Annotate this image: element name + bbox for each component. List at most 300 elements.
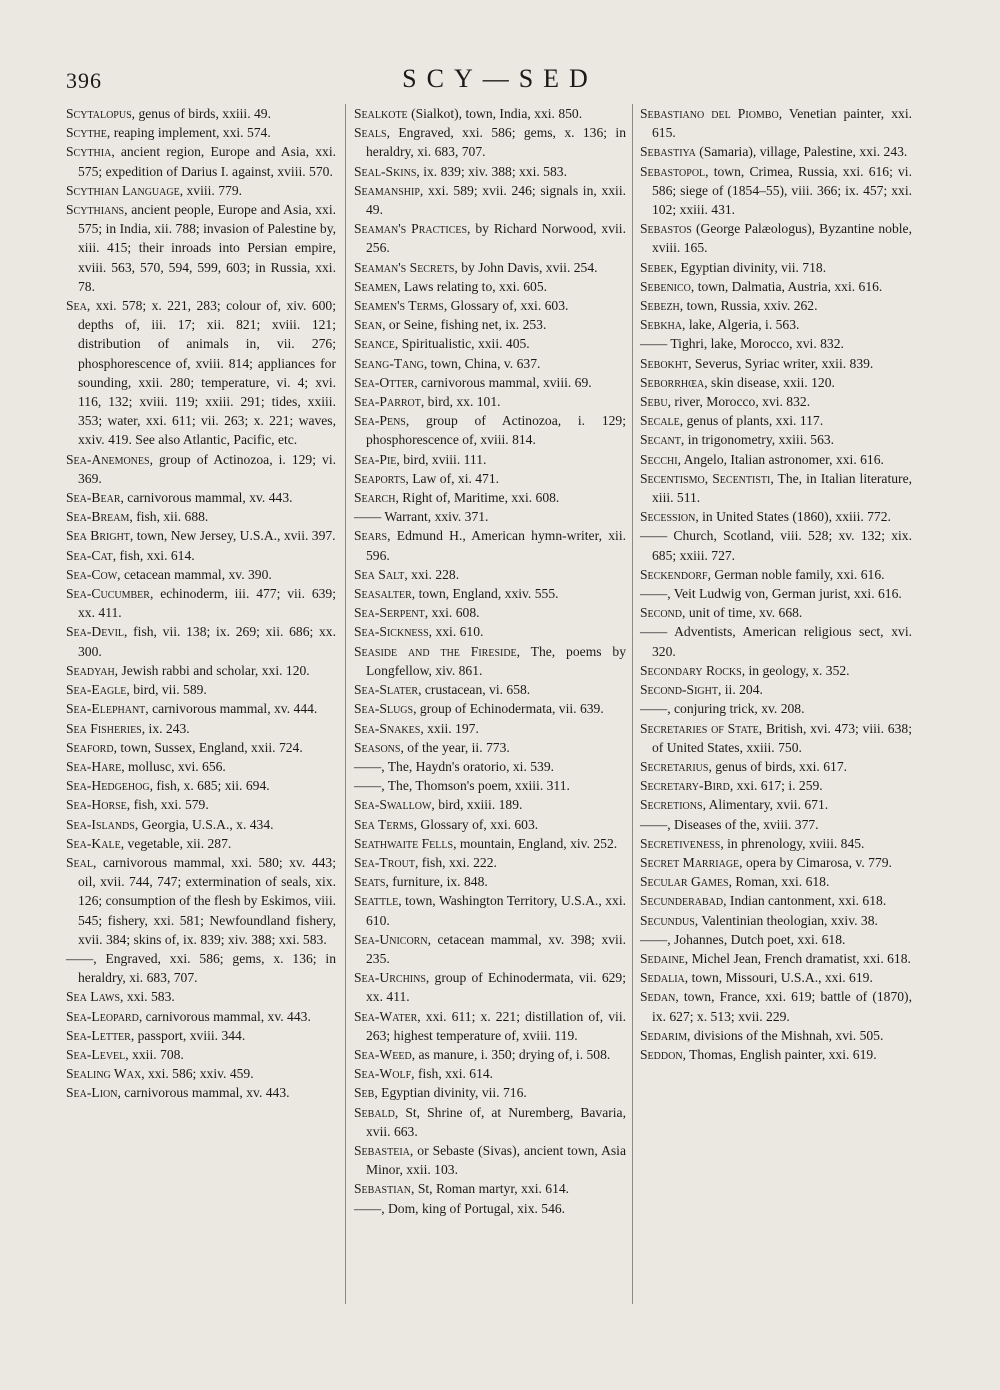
entry-heading: Seborrhœa bbox=[640, 374, 705, 390]
index-entry bbox=[66, 104, 336, 123]
entry-references: , Georgia, U.S.A., x. 434. bbox=[134, 816, 274, 832]
entry-heading: Secretarius bbox=[640, 758, 709, 774]
entry-heading: Seathwaite Fells bbox=[354, 835, 454, 851]
index-entry bbox=[354, 1141, 626, 1179]
entry-heading: Secret Marriage bbox=[640, 854, 740, 870]
entry-heading: Scytalopus bbox=[66, 106, 132, 121]
entry-heading: Secular Games bbox=[640, 874, 729, 890]
entry-heading: Seals bbox=[354, 125, 387, 141]
entry-heading: Seaman's Practices bbox=[354, 221, 468, 237]
entry-references: , Roman, xxi. 618. bbox=[728, 874, 830, 890]
column-rule bbox=[632, 104, 633, 1304]
entry-references: , xxi. 583. bbox=[120, 989, 175, 1005]
entry-heading: Secretaries of State bbox=[640, 720, 759, 736]
entry-references: , Alimentary, xvii. 671. bbox=[702, 797, 829, 813]
entry-heading: Sebastiya bbox=[640, 144, 696, 160]
entry-heading: Sea-Sickness bbox=[354, 624, 429, 640]
entry-heading: Sedaine bbox=[640, 950, 685, 966]
index-entry bbox=[640, 834, 912, 853]
entry-references: , vegetable, xii. 287. bbox=[120, 835, 232, 851]
entry-heading: Seaports bbox=[354, 470, 406, 486]
entry-references: , St, Shrine of, at Nuremberg, Bavaria, xvii. 663. bbox=[366, 1104, 626, 1139]
entry-references: , fish, x. 685; xii. 694. bbox=[149, 778, 270, 794]
entry-references: , town, China, v. 637. bbox=[423, 355, 541, 371]
index-entry bbox=[354, 1179, 626, 1198]
entry-references: , bird, xxiii. 189. bbox=[431, 797, 523, 813]
entry-references: , carnivorous mammal, xv. 444. bbox=[145, 701, 318, 717]
entry-references: , ix. 839; xiv. 388; xxi. 583. bbox=[416, 163, 567, 179]
entry-heading: Sebek bbox=[640, 259, 674, 275]
index-entry bbox=[66, 1083, 336, 1102]
entry-heading: Sea-Bream bbox=[66, 509, 130, 525]
index-entry bbox=[640, 891, 912, 910]
entry-heading: Scythia bbox=[66, 144, 112, 160]
entry-references: , xxi. 578; x. 221, 283; colour of, xiv. 600; depths of, iii. 17; xii. 821; xviii. 121; distribution of animals in, vii. 276; phosphorescence of, xviii. 814; appliances for sounding, xxii. 280; temperature, vi. 4; xvi. 116, 132; xviii. 119; xxiii. 291; tides, xxiii. 353; water, xxi. 611; vii. 263; x. 221; waves, xxiv. 419. See also Atlantic, Pacific, etc. bbox=[78, 298, 336, 448]
entry-heading: Scythe bbox=[66, 125, 107, 141]
entry-heading: Scythians bbox=[66, 202, 125, 218]
index-entry bbox=[640, 719, 912, 757]
entry-heading: Sea-Elephant bbox=[66, 701, 146, 717]
index-entry bbox=[66, 450, 336, 488]
entry-references: , mollusc, xvi. 656. bbox=[121, 758, 226, 774]
index-entry bbox=[354, 1083, 626, 1102]
index-entry bbox=[640, 219, 912, 257]
entry-references: , Egyptian divinity, vii. 718. bbox=[673, 259, 827, 275]
index-entry bbox=[640, 584, 912, 603]
index-entry bbox=[640, 1045, 912, 1064]
entry-heading: Seddon bbox=[640, 1046, 683, 1062]
index-entry bbox=[640, 661, 912, 680]
index-entry bbox=[66, 200, 336, 296]
entry-heading: Sealkote bbox=[354, 106, 408, 121]
entry-heading: Seaford bbox=[66, 739, 114, 755]
index-entry bbox=[66, 719, 336, 738]
index-entry bbox=[640, 795, 912, 814]
entry-heading: Search bbox=[354, 490, 396, 506]
entry-references: , ix. 243. bbox=[141, 720, 190, 736]
entry-references: , cetacean mammal, xv. 398; xvii. 235. bbox=[366, 931, 626, 966]
index-entry bbox=[66, 123, 336, 142]
entry-heading: Sebenico bbox=[640, 278, 691, 294]
index-entry bbox=[66, 795, 336, 814]
index-entry bbox=[66, 1026, 336, 1045]
index-entry bbox=[354, 1045, 626, 1064]
index-entry bbox=[66, 526, 336, 545]
index-entry bbox=[354, 757, 626, 776]
index-entry bbox=[354, 162, 626, 181]
entry-references: , by Richard Norwood, xvii. 256. bbox=[366, 221, 626, 256]
entry-heading: Sea-Lion bbox=[66, 1085, 118, 1101]
entry-heading: Seb bbox=[354, 1085, 375, 1101]
entry-references: —— Tighri, lake, Morocco, xvi. 832. bbox=[640, 336, 844, 352]
index-entry bbox=[354, 699, 626, 718]
entry-heading: Sea Bright bbox=[66, 528, 130, 544]
entry-references: ——, Dom, king of Portugal, xix. 546. bbox=[354, 1200, 566, 1216]
entry-references: , xxi. 611; x. 221; distillation of, vii. 263; highest temperature of, xviii. 119. bbox=[366, 1008, 626, 1043]
index-entry bbox=[640, 949, 912, 968]
entry-heading: Sea-Water bbox=[354, 1008, 418, 1024]
entry-references: , xxi. 608. bbox=[424, 605, 480, 621]
entry-heading: Seamanship bbox=[354, 182, 420, 198]
index-entry bbox=[354, 853, 626, 872]
index-entry bbox=[354, 1064, 626, 1083]
entry-references: , ancient people, Europe and Asia, xxi. 575; in India, xii. 788; invasion of Palestine by, xiii. 415; their inroads into Persian empire, xviii. 563, 570, 594, 599, 603; in Russia, xxi. 78. bbox=[78, 202, 336, 294]
index-column-3 bbox=[640, 104, 912, 1064]
entry-references: , town, France, xxi. 619; battle of (1870), ix. 627; x. 513; xvii. 229. bbox=[652, 989, 912, 1024]
entry-heading: Sea Salt bbox=[354, 566, 405, 582]
index-entry bbox=[66, 815, 336, 834]
index-entry bbox=[354, 1007, 626, 1045]
entry-references: , town, Crimea, Russia, xxi. 616; vi. 586; siege of (1854–55), viii. 366; ix. 457; xxi. 102; xxiii. 431. bbox=[652, 163, 912, 218]
entry-references: , town, Missouri, U.S.A., xxi. 619. bbox=[684, 970, 873, 986]
entry-references: , in United States (1860), xxiii. 772. bbox=[695, 509, 891, 525]
entry-heading: Sea-Serpent bbox=[354, 605, 425, 621]
entry-heading: Sea-Bear bbox=[66, 490, 121, 506]
index-entry bbox=[640, 603, 912, 622]
entry-references: , xxii. 197. bbox=[420, 720, 479, 736]
index-entry bbox=[640, 815, 912, 834]
entry-references: , fish, xxi. 579. bbox=[126, 797, 209, 813]
index-entry bbox=[66, 1064, 336, 1083]
entry-heading: Sealing Wax bbox=[66, 1066, 142, 1082]
entry-heading: Scythian Language bbox=[66, 182, 180, 198]
index-entry bbox=[640, 296, 912, 315]
index-entry bbox=[354, 891, 626, 929]
index-entry bbox=[354, 488, 626, 507]
entry-heading: Sea-Devil bbox=[66, 624, 125, 640]
entry-references: , Glossary of, xxi. 603. bbox=[443, 298, 569, 314]
index-entry bbox=[640, 776, 912, 795]
entry-references: , genus of birds, xxiii. 49. bbox=[131, 106, 271, 121]
index-entry bbox=[354, 123, 626, 161]
index-entry bbox=[354, 584, 626, 603]
entry-heading: Sea-Hedgehog bbox=[66, 778, 150, 794]
entry-heading: Sea-Letter bbox=[66, 1027, 131, 1043]
entry-heading: Sea-Anemones bbox=[66, 451, 150, 467]
entry-references: , Angelo, Italian astronomer, xxi. 616. bbox=[677, 451, 884, 467]
entry-references: , ancient region, Europe and Asia, xxi. 575; expedition of Darius I. against, xviii. 570. bbox=[78, 144, 336, 179]
index-entry bbox=[66, 699, 336, 718]
index-entry bbox=[640, 757, 912, 776]
index-entry bbox=[640, 334, 912, 353]
entry-references: , fish, vii. 138; ix. 269; xii. 686; xx. 300. bbox=[78, 624, 336, 659]
index-entry bbox=[66, 584, 336, 622]
entry-heading: Seckendorf bbox=[640, 566, 708, 582]
index-entry bbox=[66, 296, 336, 450]
entry-heading: Seal-Skins bbox=[354, 163, 417, 179]
index-entry bbox=[354, 296, 626, 315]
entry-references: , Edmund H., American hymn-writer, xii. 596. bbox=[366, 528, 626, 563]
entry-heading: Sea-Slugs bbox=[354, 701, 414, 717]
entry-references: ——, The, Thomson's poem, xxiii. 311. bbox=[354, 778, 570, 794]
index-entry bbox=[354, 354, 626, 373]
index-entry bbox=[66, 1007, 336, 1026]
entry-heading: Secretiveness bbox=[640, 835, 721, 851]
index-entry bbox=[66, 949, 336, 987]
entry-heading: Sean bbox=[354, 317, 383, 333]
index-entry bbox=[354, 719, 626, 738]
entry-references: , town, Russia, xxiv. 262. bbox=[679, 298, 818, 314]
index-entry bbox=[354, 315, 626, 334]
index-entry bbox=[354, 776, 626, 795]
entry-heading: Sea-Islands bbox=[66, 816, 135, 832]
entry-references: , group of Actinozoa, i. 129; phosphorescence of, xviii. 814. bbox=[366, 413, 626, 448]
entry-references: , The, in Italian literature, xiii. 511. bbox=[652, 470, 912, 506]
index-entry bbox=[354, 872, 626, 891]
index-entry bbox=[640, 565, 912, 584]
entry-references: , xxi. 586; xxiv. 459. bbox=[141, 1066, 254, 1082]
index-entry bbox=[640, 699, 912, 718]
index-entry bbox=[354, 469, 626, 488]
entry-references: , or Seine, fishing net, ix. 253. bbox=[382, 317, 547, 333]
entry-heading: Sears bbox=[354, 528, 388, 544]
entry-heading: Sebu bbox=[640, 394, 668, 410]
entry-heading: Sebald bbox=[354, 1104, 395, 1120]
index-entry bbox=[640, 277, 912, 296]
index-entry bbox=[640, 104, 912, 142]
entry-references: , The, poems by Longfellow, xiv. 861. bbox=[366, 643, 626, 678]
index-entry bbox=[354, 450, 626, 469]
entry-heading: Sea-Urchins bbox=[354, 970, 426, 986]
entry-references: , Glossary of, xxi. 603. bbox=[413, 816, 539, 832]
entry-heading: Sedan bbox=[640, 989, 676, 1005]
entry-references: , group of Actinozoa, i. 129; vi. 369. bbox=[78, 451, 336, 486]
entry-references: , Spiritualistic, xxii. 405. bbox=[394, 336, 530, 352]
entry-references: , Indian cantonment, xxi. 618. bbox=[723, 893, 887, 909]
entry-references: , genus of plants, xxi. 117. bbox=[679, 413, 824, 429]
entry-references: ——, Diseases of the, xviii. 377. bbox=[640, 816, 819, 832]
index-entry bbox=[640, 911, 912, 930]
index-entry bbox=[354, 834, 626, 853]
index-entry bbox=[640, 930, 912, 949]
entry-references: , carnivorous mammal, xv. 443. bbox=[138, 1008, 311, 1024]
index-entry bbox=[66, 142, 336, 180]
index-entry bbox=[640, 392, 912, 411]
index-entry bbox=[354, 181, 626, 219]
entry-references: , town, Washington Territory, U.S.A., xxi. 610. bbox=[366, 893, 626, 928]
entry-heading: Secale bbox=[640, 413, 680, 429]
entry-references: , St, Roman martyr, xxi. 614. bbox=[411, 1181, 570, 1197]
entry-heading: Sea-Unicorn bbox=[354, 931, 428, 947]
entry-references: , in phrenology, xviii. 845. bbox=[720, 835, 865, 851]
running-head: SCY—SED bbox=[402, 64, 598, 93]
entry-references: , town, New Jersey, U.S.A., xvii. 397. bbox=[129, 528, 336, 544]
index-column-2 bbox=[354, 104, 626, 1218]
entry-heading: Sea-Parrot bbox=[354, 394, 421, 410]
entry-heading: Sea-Hare bbox=[66, 758, 122, 774]
entry-references: (George Palæologus), Byzantine noble, xviii. 165. bbox=[652, 221, 912, 256]
entry-references: , carnivorous mammal, xv. 443. bbox=[117, 1085, 290, 1101]
index-entry bbox=[354, 642, 626, 680]
entry-references: ——, Engraved, xxi. 586; gems, x. 136; in heraldry, xi. 683, 707. bbox=[66, 950, 336, 986]
entry-references: , in trigonometry, xxiii. 563. bbox=[680, 432, 835, 448]
entry-references: , Law of, xi. 471. bbox=[405, 470, 500, 486]
entry-heading: Sebkha bbox=[640, 317, 683, 333]
entry-heading: Seasons bbox=[354, 739, 401, 755]
entry-references: , fish, xii. 688. bbox=[129, 509, 209, 525]
index-entry bbox=[66, 565, 336, 584]
index-entry bbox=[354, 334, 626, 353]
index-entry bbox=[354, 258, 626, 277]
entry-heading: Seance bbox=[354, 336, 395, 352]
index-entry bbox=[354, 795, 626, 814]
entry-references: , skin disease, xxii. 120. bbox=[704, 374, 835, 390]
entry-references: , fish, xxi. 222. bbox=[414, 854, 497, 870]
entry-heading: Sea-Kale bbox=[66, 835, 121, 851]
index-entry bbox=[640, 258, 912, 277]
page-number: 396 bbox=[66, 68, 102, 93]
index-entry bbox=[66, 680, 336, 699]
entry-heading: Secant bbox=[640, 432, 681, 448]
entry-references: , Valentinian theologian, xxiv. 38. bbox=[694, 912, 878, 928]
entry-references: , town, England, xxiv. 555. bbox=[411, 586, 559, 602]
entry-heading: Sea-Snakes bbox=[354, 720, 421, 736]
index-entry bbox=[66, 757, 336, 776]
entry-references: , passport, xviii. 344. bbox=[130, 1027, 246, 1043]
entry-references: , xxii. 708. bbox=[125, 1046, 184, 1062]
entry-references: , xviii. 779. bbox=[179, 182, 243, 198]
entry-heading: Seadyah bbox=[66, 662, 115, 678]
index-entry bbox=[640, 469, 912, 507]
index-entry bbox=[640, 411, 912, 430]
entry-references: , Laws relating to, xxi. 605. bbox=[397, 278, 548, 294]
entry-heading: Sebokht bbox=[640, 355, 689, 371]
entry-references: ——, The, Haydn's oratorio, xi. 539. bbox=[354, 758, 555, 774]
index-entry bbox=[640, 853, 912, 872]
index-entry bbox=[640, 450, 912, 469]
index-entry bbox=[640, 507, 912, 526]
entry-heading: Sedalia bbox=[640, 970, 685, 986]
entry-heading: Sea-Cow bbox=[66, 566, 118, 582]
entry-references: , crustacean, vi. 658. bbox=[418, 682, 531, 698]
entry-references: , Severus, Syriac writer, xxii. 839. bbox=[688, 355, 874, 371]
entry-heading: Sea Fisheries bbox=[66, 720, 142, 736]
index-entry bbox=[354, 680, 626, 699]
entry-heading: Seal bbox=[66, 854, 93, 870]
entry-references: , by John Davis, xvii. 254. bbox=[454, 259, 598, 275]
entry-references: , fish, xxi. 614. bbox=[411, 1066, 494, 1082]
entry-heading: Secession bbox=[640, 509, 696, 525]
entry-references: , group of Echinodermata, vii. 639. bbox=[413, 701, 604, 717]
entry-heading: Sebastian bbox=[354, 1181, 412, 1197]
index-entry bbox=[640, 354, 912, 373]
index-entry bbox=[354, 104, 626, 123]
entry-references: , group of Echinodermata, vii. 629; xx. 411. bbox=[366, 970, 626, 1005]
index-entry bbox=[640, 987, 912, 1025]
entry-references: , Michel Jean, French dramatist, xxi. 618. bbox=[684, 950, 911, 966]
entry-references: —— Warrant, xxiv. 371. bbox=[354, 509, 489, 525]
entry-heading: Secundus bbox=[640, 912, 695, 928]
entry-heading: Second bbox=[640, 605, 683, 621]
entry-heading: Sedarim bbox=[640, 1027, 688, 1043]
entry-references: , or Sebaste (Sivas), ancient town, Asia Minor, xxii. 103. bbox=[366, 1142, 626, 1178]
entry-heading: Secchi bbox=[640, 451, 678, 467]
entry-heading: Sea Laws bbox=[66, 989, 121, 1005]
index-entry bbox=[640, 142, 912, 161]
entry-heading: Secunderabad bbox=[640, 893, 724, 909]
entry-heading: Seaside and the Fireside bbox=[354, 643, 517, 659]
entry-references: , fish, xxi. 614. bbox=[112, 547, 195, 563]
entry-references: , xxi. 228. bbox=[404, 566, 460, 582]
index-entry bbox=[640, 315, 912, 334]
entry-references: , British, xvi. 473; viii. 638; of United States, xxiii. 750. bbox=[652, 720, 912, 755]
entry-references: , of the year, ii. 773. bbox=[400, 739, 510, 755]
entry-references: , ii. 204. bbox=[717, 682, 763, 698]
index-column-1 bbox=[66, 104, 336, 1103]
entry-references: ——, Johannes, Dutch poet, xxi. 618. bbox=[640, 931, 846, 947]
index-entry bbox=[640, 680, 912, 699]
index-entry bbox=[640, 872, 912, 891]
index-entry bbox=[354, 622, 626, 641]
entry-heading: Secondary Rocks bbox=[640, 662, 742, 678]
index-entry bbox=[66, 1045, 336, 1064]
entry-references: , bird, xviii. 111. bbox=[396, 451, 487, 467]
entry-heading: Secentismo, Secentisti bbox=[640, 470, 771, 486]
index-entry bbox=[354, 1199, 626, 1218]
index-entry bbox=[354, 507, 626, 526]
entry-heading: Sebastopol bbox=[640, 163, 706, 179]
index-entry bbox=[640, 622, 912, 660]
entry-references: , river, Morocco, xvi. 832. bbox=[667, 394, 811, 410]
index-entry bbox=[354, 526, 626, 564]
entry-references: , cetacean mammal, xv. 390. bbox=[117, 566, 272, 582]
index-entry bbox=[354, 565, 626, 584]
entry-references: , xxi. 589; xvii. 246; signals in, xxii. 49. bbox=[366, 182, 626, 218]
entry-heading: Sebastiano del Piombo bbox=[640, 106, 779, 121]
entry-heading: Sebasteia bbox=[354, 1142, 410, 1158]
index-entry bbox=[354, 815, 626, 834]
index-entry bbox=[66, 661, 336, 680]
entry-references: , carnivorous mammal, xv. 443. bbox=[120, 490, 293, 506]
entry-references: , Jewish rabbi and scholar, xxi. 120. bbox=[114, 662, 310, 678]
entry-heading: Sea-Pens bbox=[354, 413, 406, 429]
entry-heading: Secretions bbox=[640, 797, 703, 813]
entry-heading: Sea-Horse bbox=[66, 797, 127, 813]
entry-references: ——, Veit Ludwig von, German jurist, xxi. 616. bbox=[640, 586, 902, 602]
entry-heading: Sea-Trout bbox=[354, 854, 415, 870]
index-entry bbox=[354, 930, 626, 968]
entry-references: , Egyptian divinity, vii. 716. bbox=[374, 1085, 527, 1101]
index-entry bbox=[354, 219, 626, 257]
index-entry bbox=[640, 968, 912, 987]
index-entry bbox=[354, 277, 626, 296]
index-entry bbox=[354, 738, 626, 757]
index-entry bbox=[640, 526, 912, 564]
entry-heading: Sea Terms bbox=[354, 816, 414, 832]
entry-heading: Seamen's Terms bbox=[354, 298, 444, 314]
entry-heading: Second-Sight bbox=[640, 682, 718, 698]
index-entry bbox=[354, 392, 626, 411]
index-entry bbox=[66, 181, 336, 200]
index-entry bbox=[354, 603, 626, 622]
entry-references: , unit of time, xv. 668. bbox=[682, 605, 803, 621]
index-entry bbox=[640, 162, 912, 220]
index-entry bbox=[66, 488, 336, 507]
entry-heading: Sea-Level bbox=[66, 1046, 126, 1062]
index-entry bbox=[354, 411, 626, 449]
index-entry bbox=[354, 373, 626, 392]
entry-references: , opera by Cimarosa, v. 779. bbox=[739, 854, 892, 870]
index-entry bbox=[354, 968, 626, 1006]
entry-references: ——, conjuring trick, xv. 208. bbox=[640, 701, 805, 717]
entry-references: , genus of birds, xxi. 617. bbox=[708, 758, 848, 774]
entry-heading: Seattle bbox=[354, 893, 399, 909]
entry-heading: Seats bbox=[354, 874, 386, 890]
entry-references: , as manure, i. 350; drying of, i. 508. bbox=[411, 1046, 611, 1062]
entry-heading: Seamen bbox=[354, 278, 398, 294]
entry-heading: Sea-Swallow bbox=[354, 797, 432, 813]
entry-references: , Thomas, English painter, xxi. 619. bbox=[682, 1046, 877, 1062]
